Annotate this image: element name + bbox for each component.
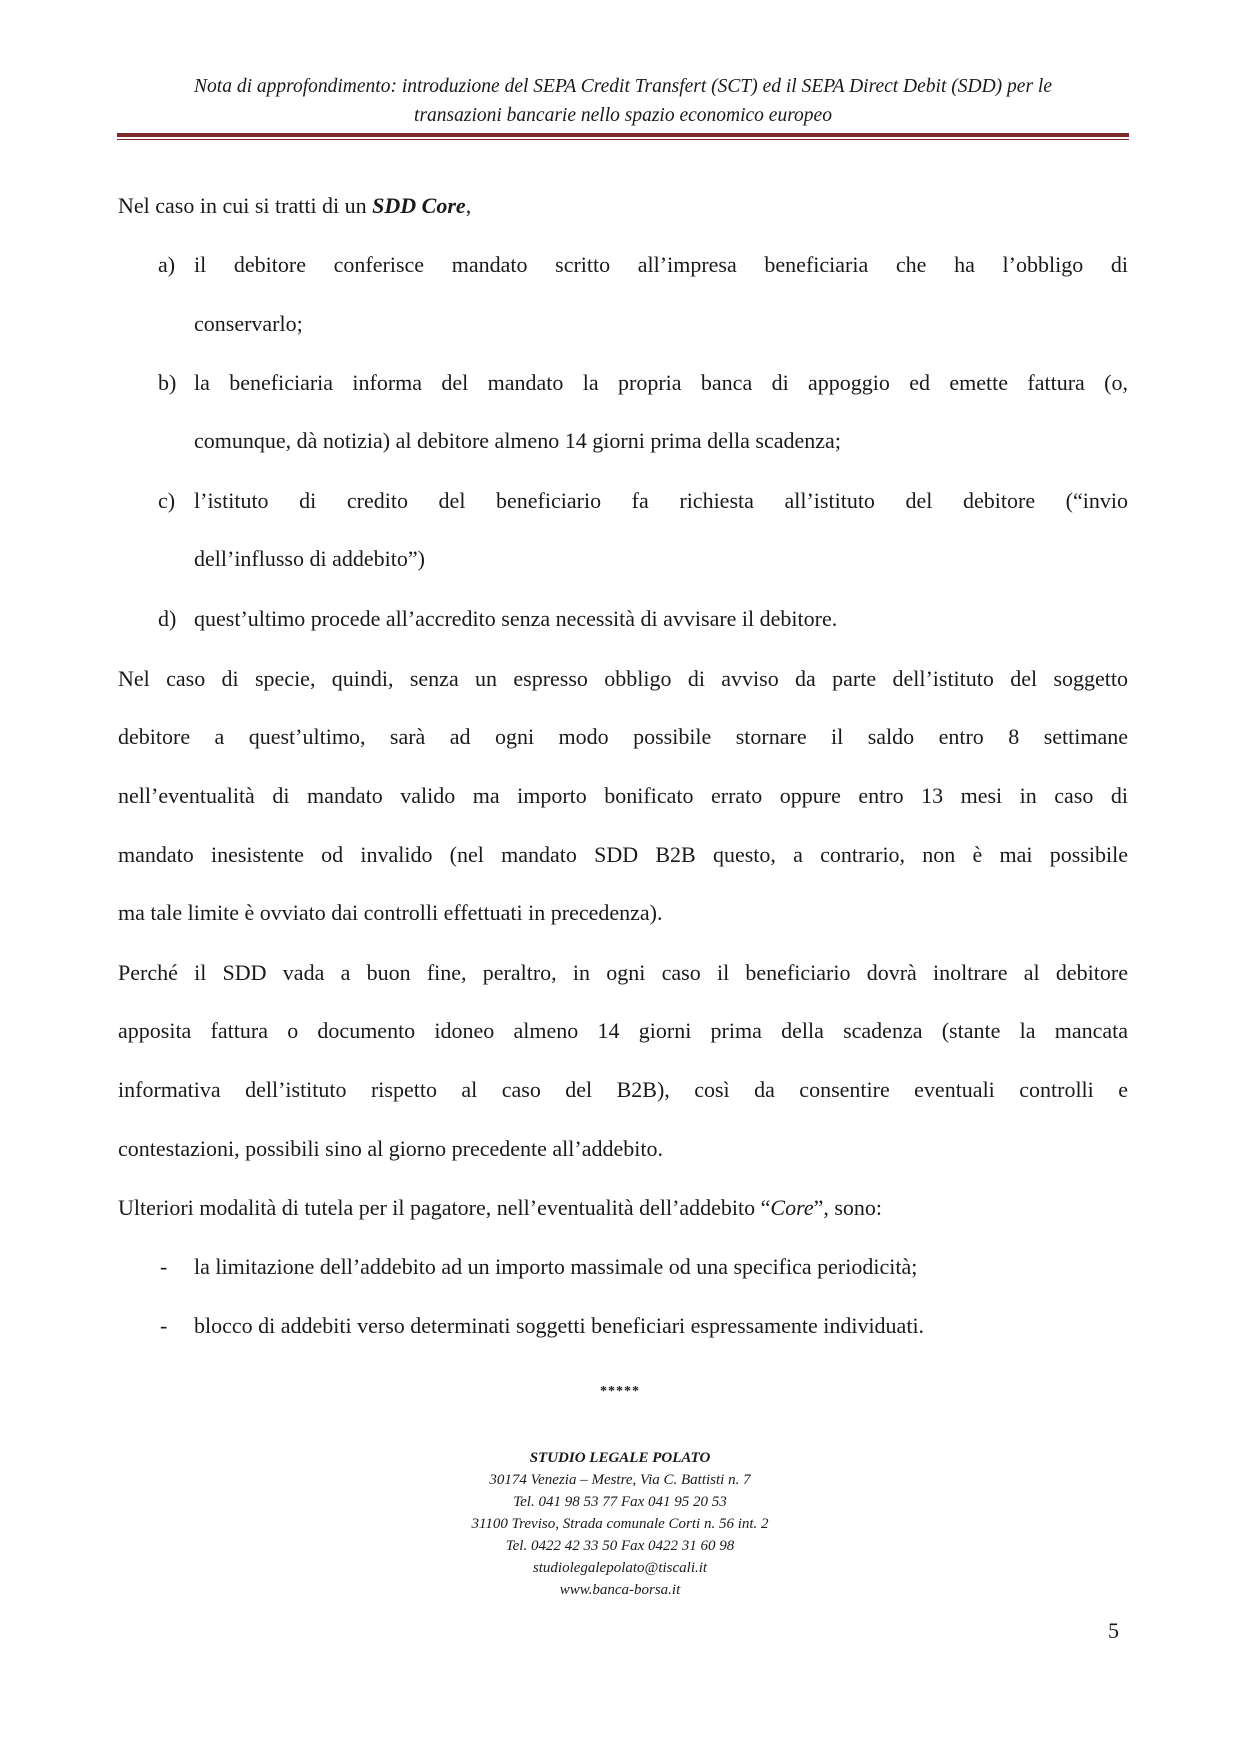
dash-item-1: la limitazione dell’addebito ad un importo massimale od una specifica periodicità; bbox=[194, 1254, 918, 1279]
footer-phone-1: Tel. 041 98 53 77 Fax 041 95 20 53 bbox=[513, 1494, 727, 1510]
dash-marker: - bbox=[160, 1313, 168, 1338]
list-item-c-continuation: dell’influsso di addebito”) bbox=[194, 546, 425, 571]
list-marker: c) bbox=[158, 488, 176, 513]
footer-address-1: 30174 Venezia – Mestre, Via C. Battisti n. 7 bbox=[489, 1472, 751, 1488]
dash-item-2: blocco di addebiti verso determinati soggetti beneficiari espressamente individuati. bbox=[194, 1313, 925, 1338]
dash-marker: - bbox=[160, 1254, 168, 1279]
paragraph-3-emphasis: Core bbox=[770, 1195, 814, 1220]
intro-prefix: Nel caso in cui si tratti di un bbox=[118, 193, 373, 218]
intro-emphasis: SDD Core bbox=[372, 193, 466, 218]
header-rule-thick bbox=[117, 133, 1129, 137]
footer-address-2: 31100 Treviso, Strada comunale Corti n. 56 int. 2 bbox=[471, 1516, 769, 1532]
paragraph-2-line-2: apposita fattura o documento idoneo almeno 14 giorni prima della scadenza (stante la mancata bbox=[118, 1018, 1128, 1043]
paragraph-1-line-3: nell’eventualità di mandato valido ma importo bonificato errato oppure entro 13 mesi in caso di bbox=[118, 783, 1128, 808]
paragraph-1-line-1: Nel caso di specie, quindi, senza un espresso obbligo di avviso da parte dell’istituto del soggetto bbox=[118, 666, 1128, 691]
list-marker: d) bbox=[158, 606, 177, 631]
running-header bbox=[118, 72, 1128, 130]
footer-email[interactable]: studiolegalepolato@tiscali.it bbox=[532, 1560, 708, 1576]
firm-name: STUDIO LEGALE POLATO bbox=[529, 1450, 711, 1466]
paragraph-3-suffix: ”, sono: bbox=[813, 1195, 883, 1220]
list-marker: a) bbox=[158, 252, 176, 277]
page-number: 5 bbox=[1108, 1618, 1119, 1643]
paragraph-1-line-4: mandato inesistente od invalido (nel mandato SDD B2B questo, a contrario, non è mai possibile bbox=[118, 842, 1128, 867]
paragraph-1-line-5: ma tale limite è ovviato dai controlli effettuati in precedenza). bbox=[118, 900, 663, 925]
list-item-text: il debitore conferisce mandato scritto all’impresa beneficiaria che ha l’obbligo di bbox=[194, 252, 1128, 277]
footer-firm-name bbox=[0, 1447, 1240, 1469]
footer-phone-2: Tel. 0422 42 33 50 Fax 0422 31 60 98 bbox=[505, 1538, 735, 1554]
paragraph-2-line-3: informativa dell’istituto rispetto al caso del B2B), così da consentire eventuali controlli e bbox=[118, 1077, 1128, 1102]
list-item-text: l’istituto di credito del beneficiario fa richiesta all’istituto del debitore (“invio bbox=[194, 488, 1128, 513]
paragraph-3 bbox=[118, 1193, 1128, 1223]
list-item-b-continuation: comunque, dà notizia) al debitore almeno 14 giorni prima della scadenza; bbox=[194, 428, 841, 453]
paragraph-1-line-2: debitore a quest’ultimo, sarà ad ogni modo possibile stornare il saldo entro 8 settimane bbox=[118, 724, 1128, 749]
paragraph-2-line-1: Perché il SDD vada a buon fine, peraltro, in ogni caso il beneficiario dovrà inoltrare al debitore bbox=[118, 960, 1128, 985]
paragraph-2-line-4: contestazioni, possibili sino al giorno precedente all’addebito. bbox=[118, 1136, 663, 1161]
list-item-text: la beneficiaria informa del mandato la propria banca di appoggio ed emette fattura (o, bbox=[194, 370, 1128, 395]
header-line-1: Nota di approfondimento: introduzione del SEPA Credit Transfert (SCT) ed il SEPA Direct Debit (SDD) per le bbox=[194, 76, 1052, 97]
list-marker: b) bbox=[158, 370, 177, 395]
header-line-2: transazioni bancarie nello spazio economico europeo bbox=[414, 105, 832, 126]
list-item-text: quest’ultimo procede all’accredito senza necessità di avvisare il debitore. bbox=[194, 606, 838, 631]
section-separator: ***** bbox=[600, 1384, 640, 1399]
list-item-a-continuation: conservarlo; bbox=[194, 311, 303, 336]
paragraph-3-prefix: Ulteriori modalità di tutela per il pagatore, nell’eventualità dell’addebito “ bbox=[118, 1195, 771, 1220]
header-rule-thin bbox=[117, 139, 1129, 140]
footer-website[interactable]: www.banca-borsa.it bbox=[559, 1582, 681, 1598]
intro-suffix: , bbox=[465, 193, 472, 218]
intro-line bbox=[118, 191, 1128, 221]
